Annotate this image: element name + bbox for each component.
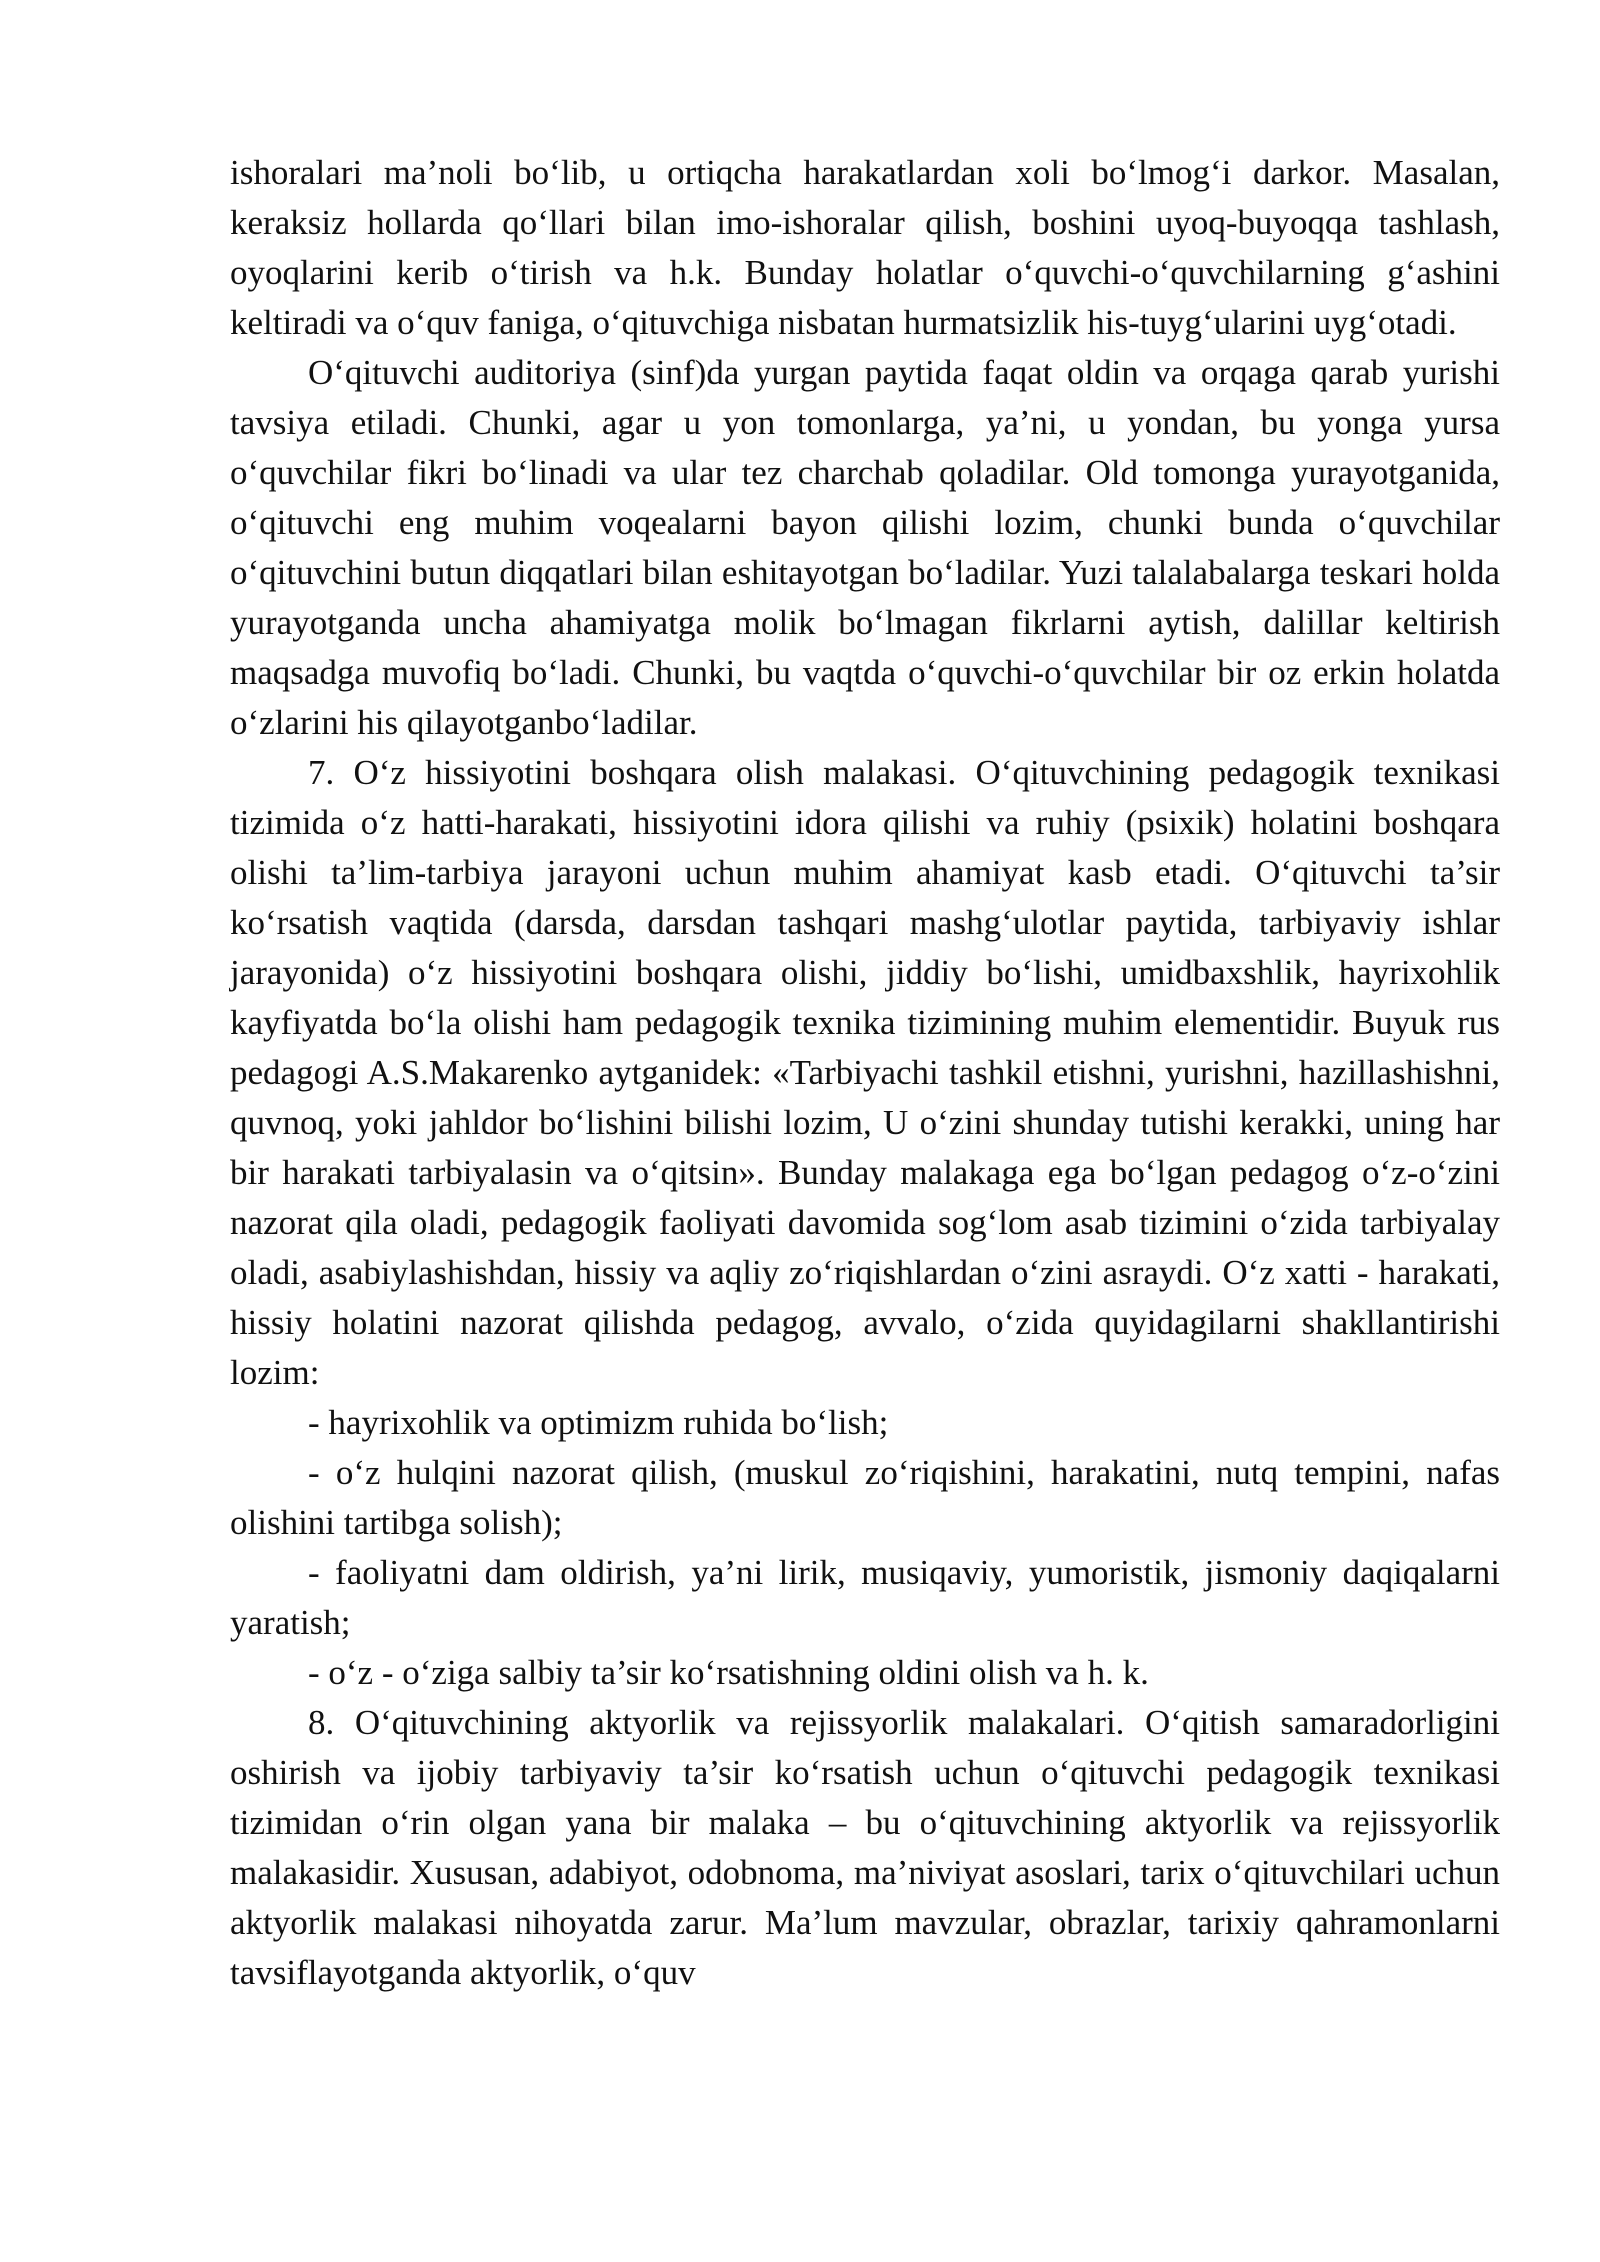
paragraph-section-7: 7. O‘z hissiyotini boshqara olish malakasi. O‘qituvchining pedagogik texnikasi tizimida o‘z hatti-harakati, hissiyotini idora qilishi va ruhiy (psixik) holatini boshqara olishi ta’lim-tarbiya jarayoni uchun muhim ahamiyat kasb etadi. O‘qituvchi ta’sir ko‘rsatish vaqtida (darsda, darsdan tashqari mashg‘ulotlar paytida, tarbiyaviy ishlar jarayonida) o‘z hissiyotini boshqara olishi, jiddiy bo‘lishi, umidbaxshlik, hayrixohlik kayfiyatda bo‘la olishi ham pedagogik texnika tizimining muhim elementidir. Buyuk rus pedagogi A.S.Makarenko aytganidek: «Tarbiyachi tashkil etishni, yurishni, hazillashishni, quvnoq, yoki jahldor bo‘lishini bilishi lozim, U o‘zini shunday tutishi kerakki, uning har bir harakati tarbiyalasin va o‘qitsin». Bunday malakaga ega bo‘lgan pedagog o‘z-o‘zini nazorat qila oladi, pedagogik faoliyati davomida sog‘lom asab tizimini o‘zida tarbiyalay oladi, asabiylashishdan, hissiy va aqliy zo‘riqishlardan o‘zini asraydi. O‘z xatti - harakati, hissiy holatini nazorat qilishda pedagog, avvalo, o‘zida quyidagilarni shakllantirishi lozim:: [230, 753, 1500, 1392]
list-item-self-control: - o‘z hulqini nazorat qilish, (muskul zo‘riqishini, harakatini, nutq tempini, nafas olishini tartibga solish);: [230, 1453, 1500, 1542]
paragraph-continuation: ishoralari ma’noli bo‘lib, u ortiqcha harakatlardan xoli bo‘lmog‘i darkor. Masalan, keraksiz hollarda qo‘llari bilan imo-ishoralar qilish, boshini uyoq-buyoqqa tashlash, oyoqlarini kerib o‘tirish va h.k. Bunday holatlar o‘quvchi-o‘quvchilarning g‘ashini keltiradi va o‘quv faniga, o‘qituvchiga nisbatan hurmatsizlik his-tuyg‘ularini uyg‘otadi.: [230, 153, 1500, 342]
paragraph-section-8: 8. O‘qituvchining aktyorlik va rejissyorlik malakalari. O‘qitish samaradorligini oshirish va ijobiy tarbiyaviy ta’sir ko‘rsatish uchun o‘qituvchi pedagogik texnikasi tizimidan o‘rin olgan yana bir malaka – bu o‘qituvchining aktyorlik va rejissyorlik malakasidir. Xususan, adabiyot, odobnoma, ma’niviyat asoslari, tarix o‘qituvchilari uchun aktyorlik malakasi nihoyatda zarur. Ma’lum mavzular, obrazlar, tarixiy qahramonlarni tavsiflayotganda aktyorlik, o‘quv: [230, 1703, 1500, 1992]
list-item-relaxation: - faoliyatni dam oldirish, ya’ni lirik, musiqaviy, yumoristik, jismoniy daqiqalarni yaratish;: [230, 1553, 1500, 1642]
list-item-prevention: - o‘z - o‘ziga salbiy ta’sir ko‘rsatishning oldini olish va h. k.: [308, 1653, 1149, 1692]
list-item-optimism: - hayrixohlik va optimizm ruhida bo‘lish;: [308, 1403, 889, 1442]
document-page: [230, 148, 1500, 1998]
paragraph-teacher-movement: O‘qituvchi auditoriya (sinf)da yurgan paytida faqat oldin va orqaga qarab yurishi tavsiya etiladi. Chunki, agar u yon tomonlarga, ya’ni, u yondan, bu yonga yursa o‘quvchilar fikri bo‘linadi va ular tez charchab qoladilar. Old tomonga yurayotganida, o‘qituvchi eng muhim voqealarni bayon qilishi lozim, chunki bunda o‘quvchilar o‘qituvchini butun diqqatlari bilan eshitayotgan bo‘ladilar. Yuzi talalabalarga teskari holda yurayotganda uncha ahamiyatga molik bo‘lmagan fikrlarni aytish, dalillar keltirish maqsadga muvofiq bo‘ladi. Chunki, bu vaqtda o‘quvchi-o‘quvchilar bir oz erkin holatda o‘zlarini his qilayotganbo‘ladilar.: [230, 353, 1500, 742]
